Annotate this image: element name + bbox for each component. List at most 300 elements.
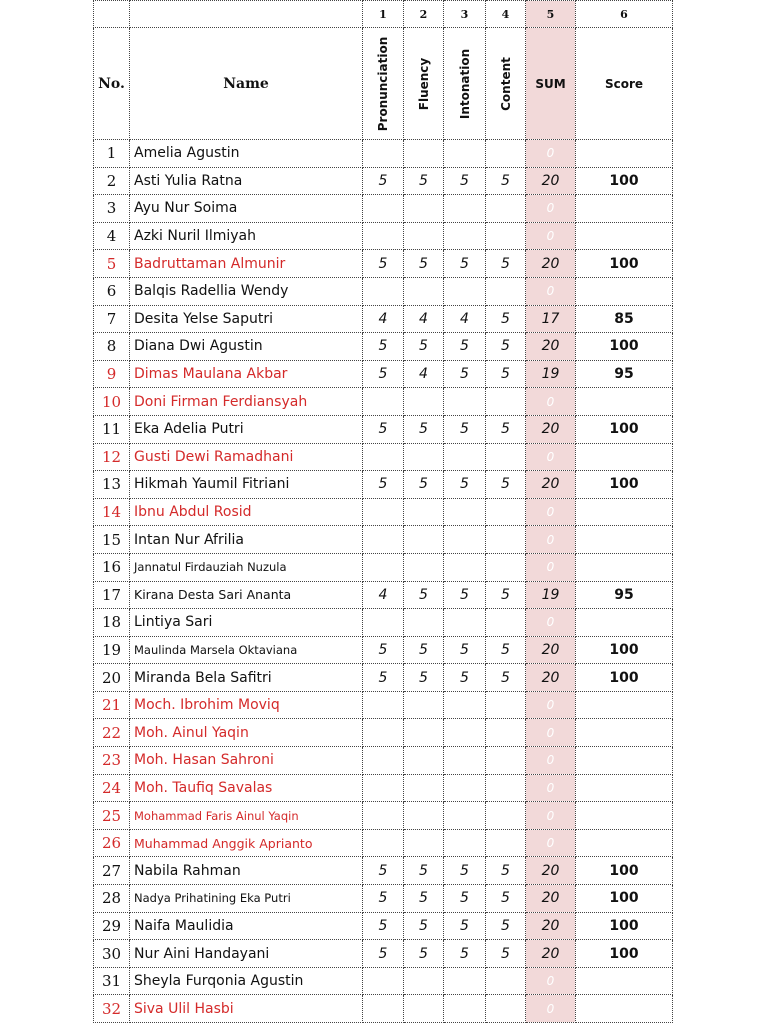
sum-cell: 20 [526,940,576,968]
fluency-cell [404,802,444,830]
student-rows [94,140,673,1023]
row-number: 8 [94,333,130,361]
table-row [94,774,673,802]
pronunciation-cell [363,140,404,168]
fluency-cell [404,222,444,250]
sum-cell: 0 [526,498,576,526]
row-number: 10 [94,388,130,416]
row-number: 5 [94,250,130,278]
content-cell [486,609,526,637]
row-number: 4 [94,222,130,250]
header-pronunciation-label: Pronunciation [376,36,390,131]
student-name: Doni Firman Ferdiansyah [130,388,363,416]
fluency-cell: 5 [404,415,444,443]
table-row [94,140,673,168]
student-name: Dimas Maulana Akbar [130,360,363,388]
intonation-cell: 5 [444,664,486,692]
pronunciation-cell [363,443,404,471]
fluency-cell [404,995,444,1023]
content-cell [486,277,526,305]
score-cell: 100 [576,471,673,499]
pronunciation-cell [363,526,404,554]
intonation-cell: 5 [444,360,486,388]
pronunciation-cell: 5 [363,360,404,388]
intonation-cell [444,526,486,554]
score-cell [576,140,673,168]
row-number: 15 [94,526,130,554]
table-row [94,691,673,719]
row-number: 32 [94,995,130,1023]
fluency-cell: 5 [404,857,444,885]
content-cell: 5 [486,333,526,361]
student-name: Ayu Nur Soima [130,195,363,223]
fluency-cell: 5 [404,885,444,913]
content-cell: 5 [486,415,526,443]
intonation-cell: 5 [444,885,486,913]
score-cell [576,719,673,747]
table-row [94,415,673,443]
intonation-cell: 5 [444,250,486,278]
pronunciation-cell: 5 [363,471,404,499]
intonation-cell [444,498,486,526]
row-number: 25 [94,802,130,830]
student-name: Eka Adelia Putri [130,415,363,443]
fluency-cell: 5 [404,636,444,664]
pronunciation-cell: 5 [363,636,404,664]
score-cell: 100 [576,912,673,940]
student-name: Nabila Rahman [130,857,363,885]
column-number: 6 [576,1,673,28]
score-cell: 100 [576,333,673,361]
student-name: Muhammad Anggik Aprianto [130,829,363,857]
intonation-cell [444,277,486,305]
header-name: Name [130,28,363,140]
intonation-cell: 5 [444,940,486,968]
intonation-cell [444,774,486,802]
fluency-cell [404,526,444,554]
sum-cell: 20 [526,857,576,885]
score-cell: 100 [576,885,673,913]
intonation-cell [444,388,486,416]
sum-cell: 0 [526,553,576,581]
student-name: Siva Ulil Hasbi [130,995,363,1023]
score-cell [576,829,673,857]
fluency-cell [404,609,444,637]
row-number: 20 [94,664,130,692]
content-cell: 5 [486,636,526,664]
fluency-cell: 5 [404,333,444,361]
intonation-cell [444,195,486,223]
pronunciation-cell: 5 [363,664,404,692]
table-row [94,664,673,692]
header-sum: SUM [526,28,576,140]
content-cell: 5 [486,471,526,499]
table-row [94,967,673,995]
content-cell [486,967,526,995]
fluency-cell: 5 [404,471,444,499]
sum-cell: 0 [526,195,576,223]
content-cell: 5 [486,857,526,885]
table-row [94,443,673,471]
pronunciation-cell [363,747,404,775]
score-cell: 100 [576,415,673,443]
intonation-cell: 5 [444,415,486,443]
score-cell: 100 [576,940,673,968]
sum-cell: 20 [526,471,576,499]
intonation-cell: 5 [444,471,486,499]
pronunciation-cell [363,967,404,995]
fluency-cell [404,498,444,526]
fluency-cell [404,195,444,223]
student-name: Maulinda Marsela Oktaviana [130,636,363,664]
table-row [94,857,673,885]
content-cell [486,443,526,471]
table-row [94,553,673,581]
table-row [94,498,673,526]
header-intonation [444,28,486,140]
fluency-cell [404,553,444,581]
intonation-cell: 5 [444,167,486,195]
header-content [486,28,526,140]
content-cell [486,222,526,250]
pronunciation-cell: 5 [363,940,404,968]
score-cell: 95 [576,581,673,609]
sum-cell: 0 [526,774,576,802]
student-name: Ibnu Abdul Rosid [130,498,363,526]
fluency-cell: 4 [404,360,444,388]
intonation-cell [444,691,486,719]
score-cell [576,691,673,719]
table-row [94,719,673,747]
intonation-cell [444,140,486,168]
fluency-cell: 5 [404,912,444,940]
column-number: 4 [486,1,526,28]
score-cell: 100 [576,636,673,664]
score-cell [576,222,673,250]
score-cell [576,443,673,471]
intonation-cell: 5 [444,912,486,940]
sum-cell: 20 [526,912,576,940]
score-cell [576,802,673,830]
row-number: 12 [94,443,130,471]
sum-cell: 0 [526,802,576,830]
content-cell [486,388,526,416]
sum-cell: 0 [526,967,576,995]
student-name: Gusti Dewi Ramadhani [130,443,363,471]
intonation-cell [444,609,486,637]
table-row [94,526,673,554]
table-row [94,471,673,499]
row-number: 1 [94,140,130,168]
row-number: 3 [94,195,130,223]
student-name: Jannatul Firdauziah Nuzula [130,553,363,581]
fluency-cell: 5 [404,167,444,195]
content-cell: 5 [486,581,526,609]
row-number: 27 [94,857,130,885]
header-intonation-label: Intonation [457,48,472,119]
blank-cell [94,1,130,28]
pronunciation-cell [363,222,404,250]
content-cell [486,829,526,857]
content-cell: 5 [486,250,526,278]
fluency-cell [404,747,444,775]
row-number: 2 [94,167,130,195]
pronunciation-cell: 5 [363,333,404,361]
pronunciation-cell [363,609,404,637]
table-row [94,388,673,416]
table-row [94,885,673,913]
table-row [94,581,673,609]
sum-cell: 0 [526,526,576,554]
pronunciation-cell: 5 [363,912,404,940]
table-row [94,167,673,195]
student-name: Naifa Maulidia [130,912,363,940]
sum-cell: 20 [526,885,576,913]
sum-cell: 19 [526,581,576,609]
fluency-cell [404,277,444,305]
pronunciation-cell [363,802,404,830]
content-cell: 5 [486,305,526,333]
score-cell [576,609,673,637]
content-cell [486,995,526,1023]
header-pronunciation [363,28,404,140]
score-cell: 100 [576,167,673,195]
intonation-cell [444,747,486,775]
intonation-cell [444,995,486,1023]
content-cell [486,719,526,747]
fluency-cell: 5 [404,581,444,609]
table-row [94,195,673,223]
content-cell [486,498,526,526]
content-cell [486,553,526,581]
content-cell: 5 [486,664,526,692]
content-cell: 5 [486,885,526,913]
row-number: 16 [94,553,130,581]
pronunciation-cell: 5 [363,415,404,443]
table-row [94,829,673,857]
sum-cell: 20 [526,250,576,278]
student-name: Sheyla Furqonia Agustin [130,967,363,995]
row-number: 9 [94,360,130,388]
content-cell [486,526,526,554]
fluency-cell [404,967,444,995]
score-cell: 95 [576,360,673,388]
content-cell: 5 [486,360,526,388]
pronunciation-cell: 5 [363,885,404,913]
student-name: Moch. Ibrohim Moviq [130,691,363,719]
content-cell [486,140,526,168]
table-row [94,995,673,1023]
sum-cell: 0 [526,443,576,471]
pronunciation-cell: 5 [363,167,404,195]
student-name: Moh. Ainul Yaqin [130,719,363,747]
pronunciation-cell [363,691,404,719]
column-number: 3 [444,1,486,28]
fluency-cell [404,691,444,719]
sum-cell: 20 [526,664,576,692]
score-cell [576,526,673,554]
row-number: 11 [94,415,130,443]
intonation-cell: 5 [444,636,486,664]
score-cell: 100 [576,664,673,692]
row-number: 17 [94,581,130,609]
student-name: Intan Nur Afrilia [130,526,363,554]
header-content-label: Content [498,56,513,111]
sum-cell: 0 [526,140,576,168]
header-score: Score [576,28,673,140]
pronunciation-cell [363,774,404,802]
fluency-cell [404,388,444,416]
score-cell [576,388,673,416]
sum-cell: 0 [526,995,576,1023]
score-cell: 100 [576,857,673,885]
content-cell: 5 [486,940,526,968]
student-name: Nadya Prihatining Eka Putri [130,885,363,913]
intonation-cell [444,802,486,830]
header-fluency-label: Fluency [416,57,431,110]
student-name: Azki Nuril Ilmiyah [130,222,363,250]
intonation-cell: 5 [444,857,486,885]
fluency-cell [404,719,444,747]
intonation-cell [444,829,486,857]
student-name: Lintiya Sari [130,609,363,637]
table-row [94,609,673,637]
student-name: Diana Dwi Agustin [130,333,363,361]
row-number: 14 [94,498,130,526]
intonation-cell [444,222,486,250]
student-name: Kirana Desta Sari Ananta [130,581,363,609]
table-row [94,277,673,305]
pronunciation-cell [363,719,404,747]
row-number: 22 [94,719,130,747]
student-name: Balqis Radellia Wendy [130,277,363,305]
sum-cell: 19 [526,360,576,388]
column-number: 1 [363,1,404,28]
row-number: 23 [94,747,130,775]
fluency-cell: 4 [404,305,444,333]
sum-cell: 0 [526,277,576,305]
fluency-cell: 5 [404,250,444,278]
student-name: Hikmah Yaumil Fitriani [130,471,363,499]
intonation-cell: 5 [444,581,486,609]
score-cell [576,774,673,802]
score-cell [576,747,673,775]
table-row [94,636,673,664]
table-row [94,912,673,940]
content-cell: 5 [486,167,526,195]
student-name: Desita Yelse Saputri [130,305,363,333]
row-number: 26 [94,829,130,857]
blank-cell [130,1,363,28]
score-cell [576,498,673,526]
intonation-cell: 4 [444,305,486,333]
pronunciation-cell [363,498,404,526]
score-cell [576,195,673,223]
column-number: 5 [526,1,576,28]
sum-cell: 0 [526,691,576,719]
fluency-cell [404,774,444,802]
score-cell [576,553,673,581]
sum-cell: 0 [526,609,576,637]
table-row [94,802,673,830]
intonation-cell [444,553,486,581]
content-cell [486,691,526,719]
intonation-cell [444,719,486,747]
score-cell [576,967,673,995]
column-number-row [94,1,673,28]
pronunciation-cell [363,553,404,581]
content-cell [486,195,526,223]
table-row [94,360,673,388]
row-number: 21 [94,691,130,719]
sum-cell: 20 [526,415,576,443]
row-number: 7 [94,305,130,333]
student-name: Miranda Bela Safitri [130,664,363,692]
sum-cell: 0 [526,829,576,857]
sum-cell: 17 [526,305,576,333]
row-number: 6 [94,277,130,305]
score-cell [576,277,673,305]
score-cell: 100 [576,250,673,278]
table-row [94,250,673,278]
pronunciation-cell [363,388,404,416]
student-name: Moh. Hasan Sahroni [130,747,363,775]
header-row [94,28,673,140]
fluency-cell [404,829,444,857]
pronunciation-cell: 4 [363,581,404,609]
row-number: 19 [94,636,130,664]
intonation-cell: 5 [444,333,486,361]
fluency-cell [404,443,444,471]
row-number: 18 [94,609,130,637]
table-row [94,940,673,968]
pronunciation-cell: 5 [363,857,404,885]
row-number: 31 [94,967,130,995]
header-fluency [404,28,444,140]
pronunciation-cell [363,995,404,1023]
fluency-cell: 5 [404,664,444,692]
content-cell: 5 [486,912,526,940]
fluency-cell: 5 [404,940,444,968]
row-number: 29 [94,912,130,940]
intonation-cell [444,967,486,995]
student-name: Moh. Taufiq Savalas [130,774,363,802]
table-row [94,333,673,361]
sum-cell: 0 [526,388,576,416]
row-number: 13 [94,471,130,499]
student-name: Badruttaman Almunir [130,250,363,278]
pronunciation-cell [363,277,404,305]
content-cell [486,802,526,830]
sum-cell: 0 [526,719,576,747]
table-row [94,305,673,333]
sum-cell: 0 [526,222,576,250]
student-name: Asti Yulia Ratna [130,167,363,195]
content-cell [486,747,526,775]
fluency-cell [404,140,444,168]
score-cell: 85 [576,305,673,333]
sum-cell: 20 [526,167,576,195]
student-name: Nur Aini Handayani [130,940,363,968]
content-cell [486,774,526,802]
row-number: 28 [94,885,130,913]
pronunciation-cell [363,829,404,857]
pronunciation-cell: 5 [363,250,404,278]
student-name: Amelia Agustin [130,140,363,168]
pronunciation-cell [363,195,404,223]
row-number: 24 [94,774,130,802]
sum-cell: 0 [526,747,576,775]
